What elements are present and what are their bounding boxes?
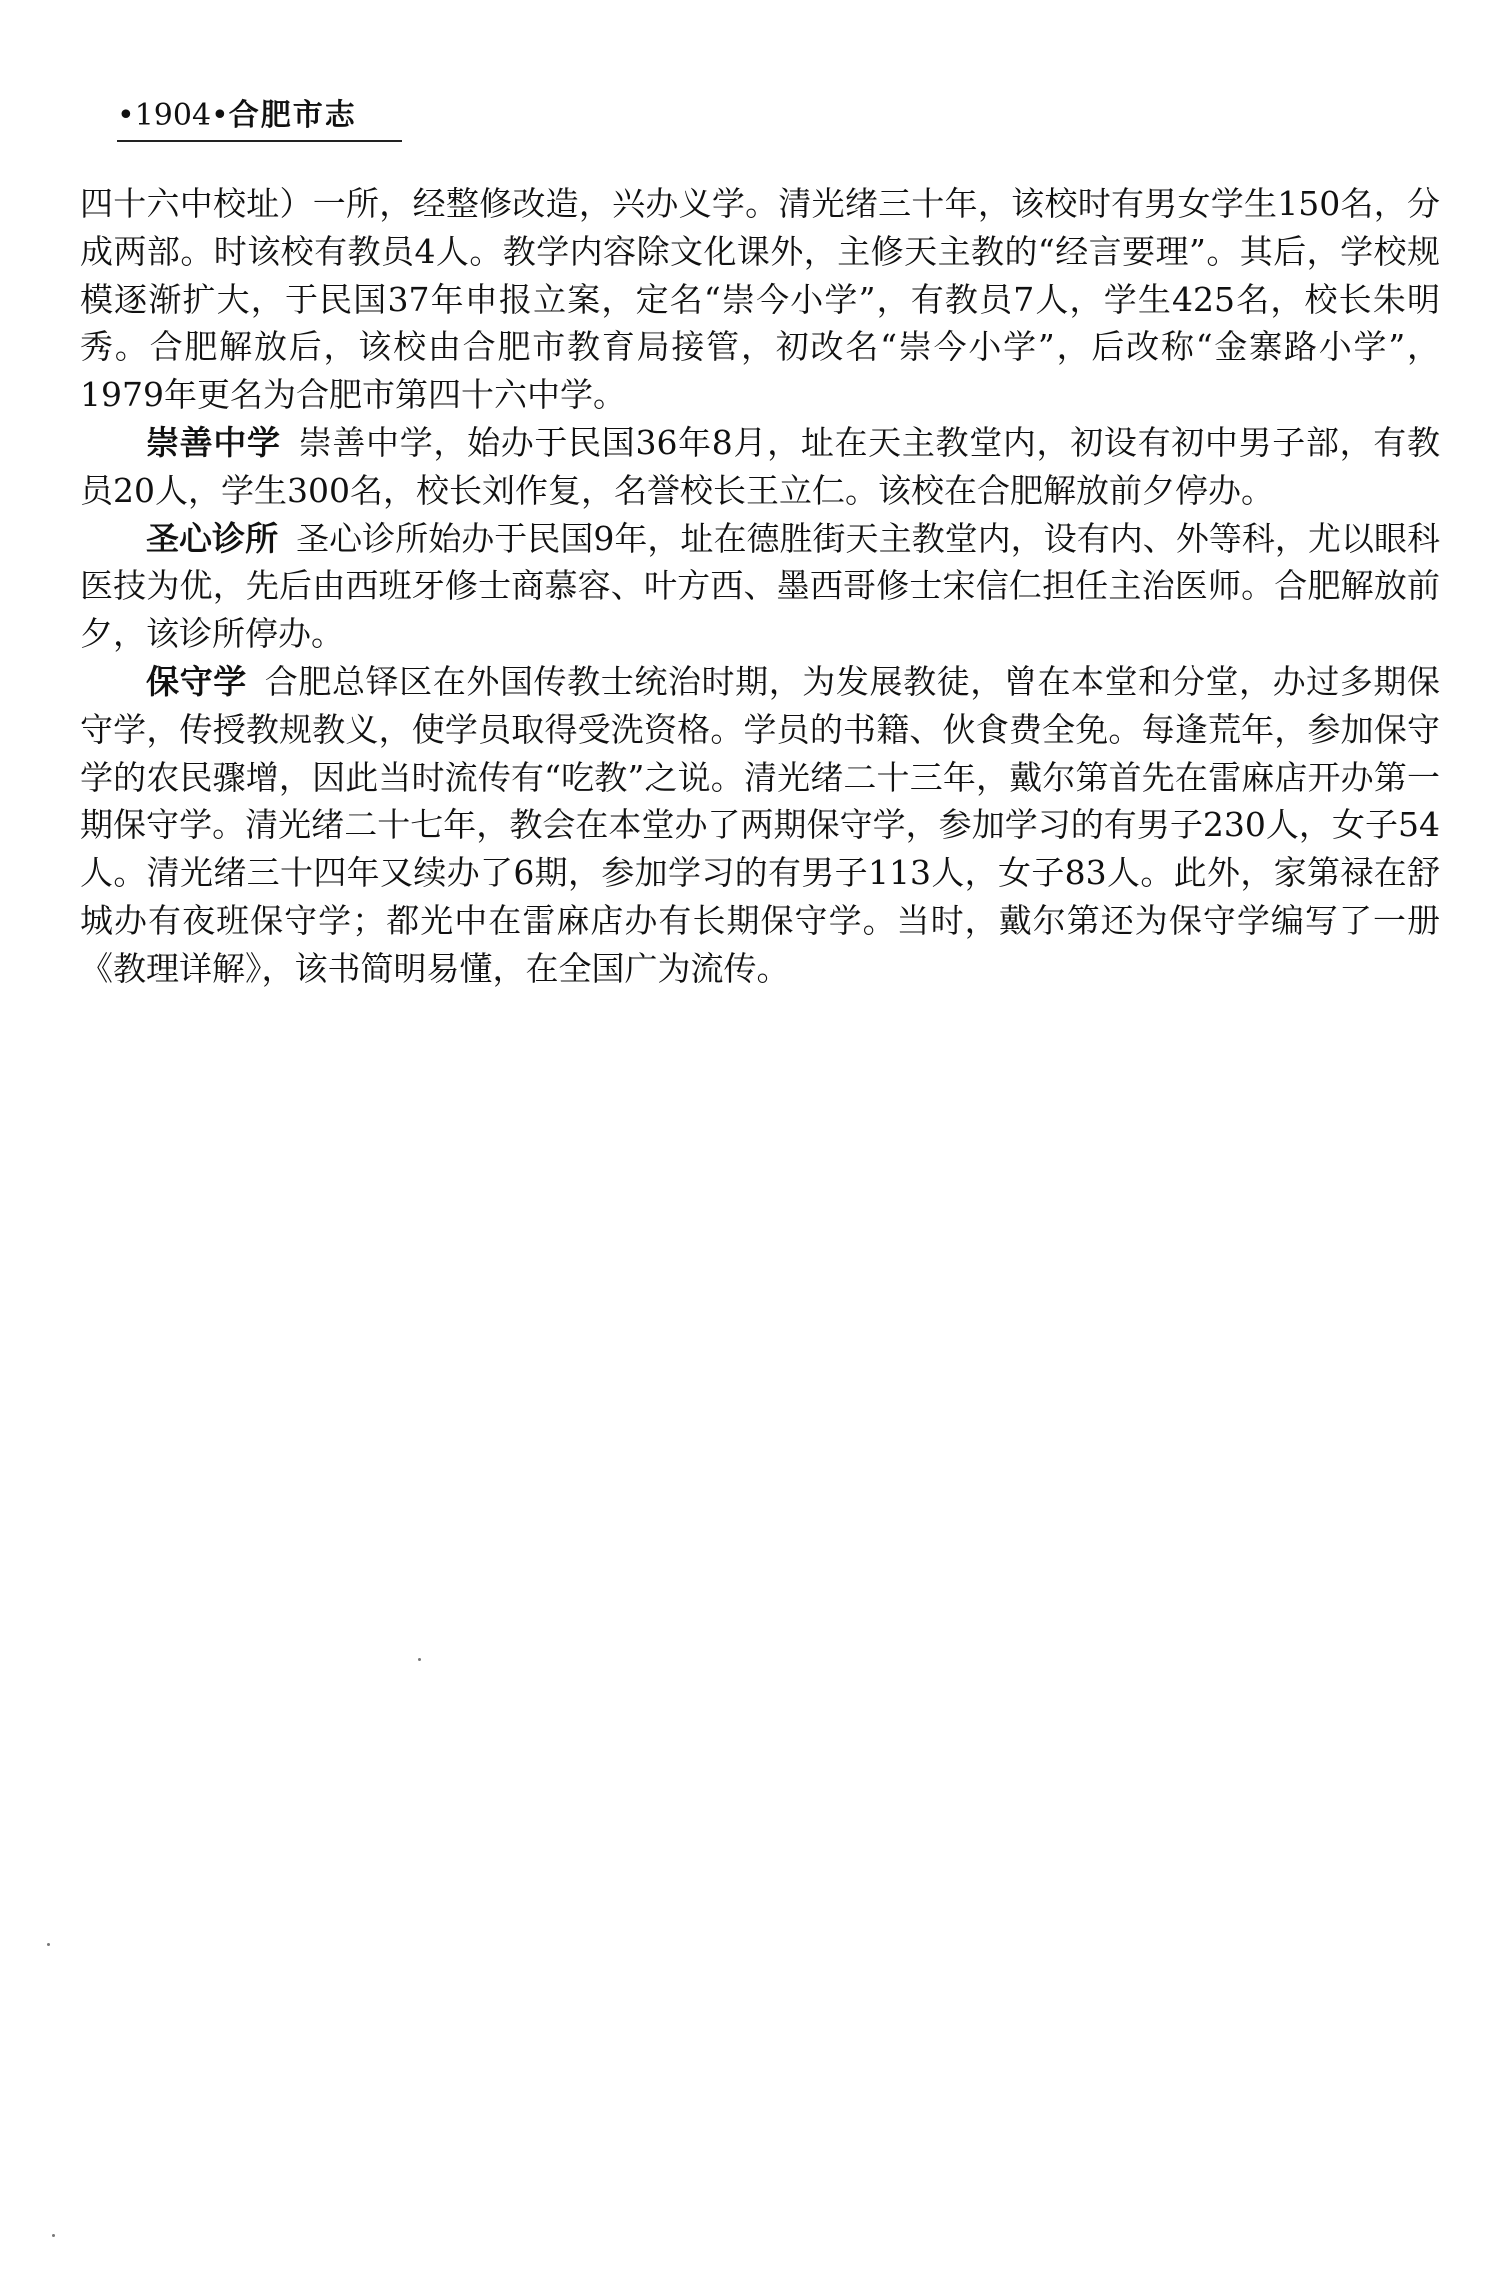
- entry-term: 崇善中学: [146, 422, 281, 462]
- paragraph-text: 四十六中校址）一所，经整修改造，兴办义学。清光绪三十年，该校时有男女学生150名，分成两部。时该校有教员4人。教学内容除文化课外，主修天主教的“经言要理”。其后，学校规模逐渐扩大，于民国37年申报立案，定名“崇今小学”，有教员7人，学生425名，校长朱明秀。合肥解放后，该校由合肥市教育局接管，初改名“崇今小学”，后改称“金寨路小学”，1979年更名为合肥市第四十六中学。: [80, 184, 1440, 415]
- paragraph-text: 崇善中学，始办于民国36年8月，址在天主教堂内，初设有初中男子部，有教员20人，学生300名，校长刘作复，名誉校长王立仁。该校在合肥解放前夕停办。: [80, 422, 1440, 510]
- paragraph-baoshou-school: [80, 658, 1440, 993]
- body-text: [80, 180, 1440, 993]
- entry-term: 圣心诊所: [146, 518, 279, 558]
- running-header: [117, 92, 402, 142]
- paragraph-continuation: [80, 180, 1440, 419]
- scan-speck: [52, 2234, 55, 2237]
- paragraph-text: 合肥总铎区在外国传教士统治时期，为发展教徒，曾在本堂和分堂，办过多期保守学，传授教规教义，使学员取得受洗资格。学员的书籍、伙食费全免。每逢荒年，参加保守学的农民骤增，因此当时流传有“吃教”之说。清光绪二十三年，戴尔第首先在雷麻店开办第一期保守学。清光绪二十七年，教会在本堂办了两期保守学，参加学习的有男子230人，女子54人。清光绪三十四年又续办了6期，参加学习的有男子113人，女子83人。此外，家第禄在舒城办有夜班保守学；都光中在雷麻店办有长期保守学。当时，戴尔第还为保守学编写了一册《教理详解》，该书简明易懂，在全国广为流传。: [80, 661, 1441, 988]
- page-number: •1904•: [117, 98, 229, 133]
- paragraph-text: 圣心诊所始办于民国9年，址在德胜街天主教堂内，设有内、外等科，尤以眼科医技为优，先后由西班牙修士商慕容、叶方西、墨西哥修士宋信仁担任主治医师。合肥解放前夕，该诊所停办。: [80, 518, 1440, 654]
- scan-speck: [418, 1658, 421, 1661]
- entry-term: 保守学: [146, 661, 247, 701]
- paragraph-shengxin-clinic: [80, 515, 1440, 658]
- book-title: 合肥市志: [228, 98, 357, 133]
- paragraph-chongshan-middle-school: [80, 419, 1440, 515]
- scan-speck: [47, 1943, 50, 1946]
